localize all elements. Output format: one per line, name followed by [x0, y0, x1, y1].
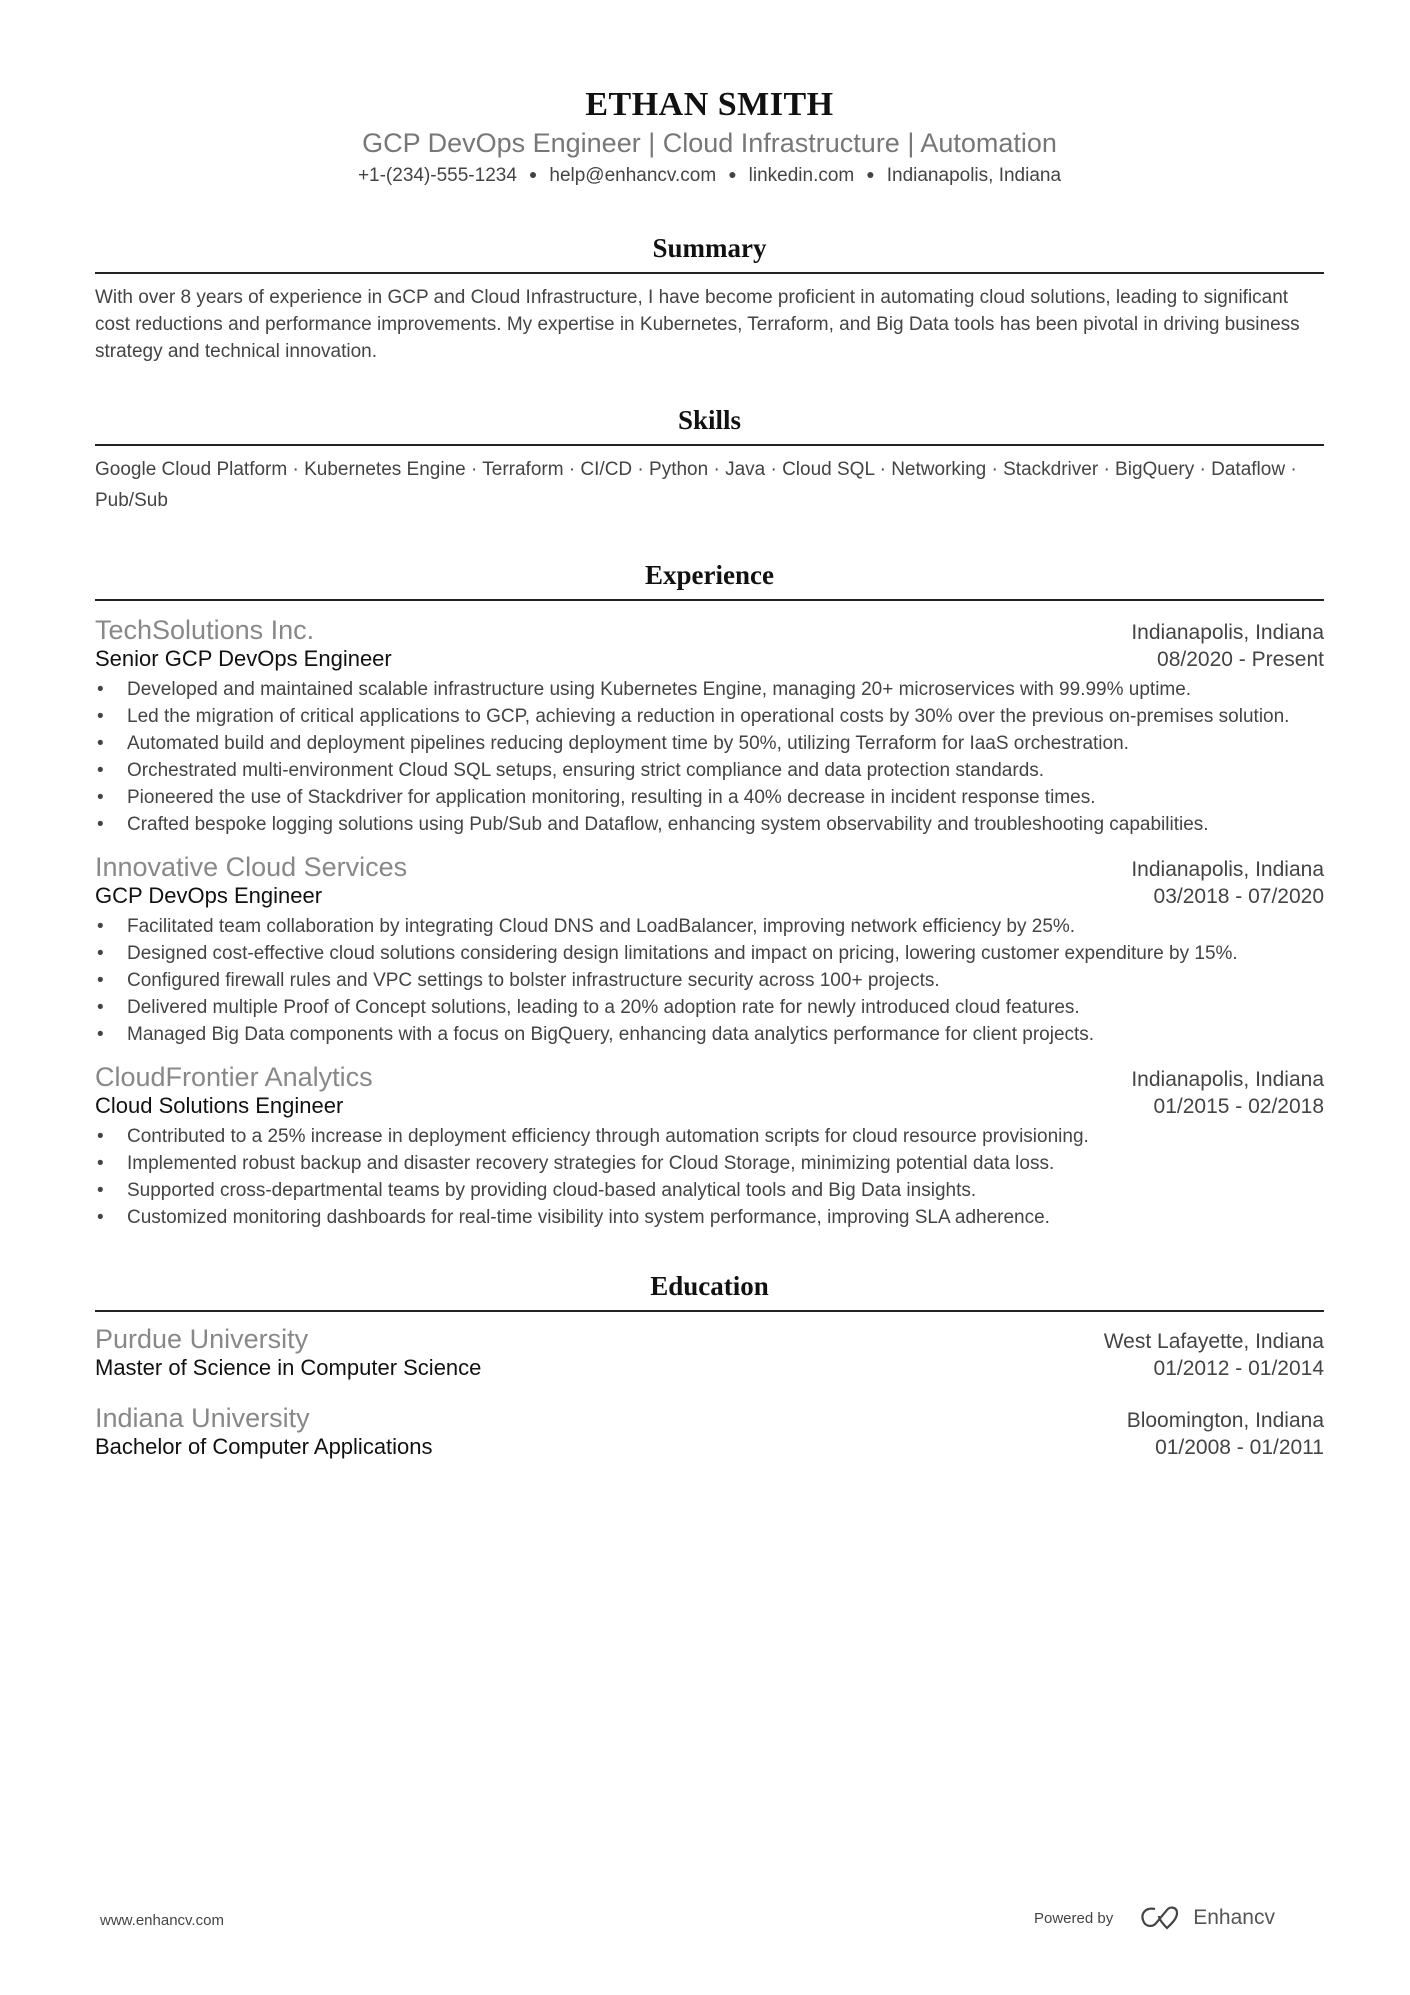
education-entry	[95, 1403, 1324, 1460]
education-section	[95, 1271, 1324, 1460]
job-entry	[95, 615, 1324, 838]
company-name: Innovative Cloud Services	[95, 852, 408, 882]
job-bullets	[95, 1123, 1324, 1231]
job-bullet: • Developed and maintained scalable infrastructure using Kubernetes Engine, managing 20+ microservices with 99.99% uptime.	[95, 676, 1324, 703]
footer-branding	[1034, 1904, 1275, 1932]
candidate-title: GCP DevOps Engineer | Cloud Infrastructure | Automation	[362, 128, 1057, 158]
powered-by-label: Powered by	[1034, 1909, 1114, 1927]
job-bullet: • Managed Big Data components with a focus on BigQuery, enhancing data analytics performance for client projects.	[95, 1021, 1324, 1048]
company-name: CloudFrontier Analytics	[95, 1062, 373, 1092]
job-role: Cloud Solutions Engineer	[95, 1093, 344, 1118]
school-location: Bloomington, Indiana	[1126, 1409, 1324, 1432]
candidate-name: ETHAN SMITH	[585, 86, 834, 123]
linkedin[interactable]: linkedin.com	[748, 165, 855, 186]
job-bullet: • Customized monitoring dashboards for real-time visibility into system performance, improving SLA adherence.	[95, 1204, 1324, 1231]
separator-dot: ●	[866, 166, 875, 182]
job-bullet: • Facilitated team collaboration by integrating Cloud DNS and LoadBalancer, improving network efficiency by 25%.	[95, 913, 1324, 940]
job-bullets	[95, 676, 1324, 838]
summary-section	[95, 233, 1324, 365]
separator-dot: ●	[728, 166, 737, 182]
enhancv-logo-icon	[1139, 1904, 1187, 1932]
job-dates: 01/2015 - 02/2018	[1153, 1095, 1324, 1118]
job-bullet: • Delivered multiple Proof of Concept solutions, leading to a 20% adoption rate for newly introduced cloud features.	[95, 994, 1324, 1021]
resume-page	[95, 0, 1324, 1460]
job-bullet: • Crafted bespoke logging solutions using Pub/Sub and Dataflow, enhancing system observability and troubleshooting capabilities.	[95, 811, 1324, 838]
resume-header	[95, 86, 1324, 187]
job-dates: 03/2018 - 07/2020	[1153, 885, 1324, 908]
section-heading: Summary	[95, 233, 1324, 274]
separator-dot: ●	[528, 166, 538, 182]
skills-text: Google Cloud Platform · Kubernetes Engine · Terraform · CI/CD · Python · Java · Cloud SQL · Networking · Stackdriver · BigQuery · Dataflow · Pub/Sub	[95, 459, 1297, 511]
section-heading: Experience	[95, 560, 1324, 601]
job-bullet: • Pioneered the use of Stackdriver for application monitoring, resulting in a 40% decrease in incident response times.	[95, 784, 1324, 811]
education-entry	[95, 1324, 1324, 1381]
education-dates: 01/2012 - 01/2014	[1153, 1357, 1324, 1380]
degree: Master of Science in Computer Science	[95, 1355, 482, 1380]
job-bullet: • Automated build and deployment pipelines reducing deployment time by 50%, utilizing Terraform for IaaS orchestration.	[95, 730, 1324, 757]
job-location: Indianapolis, Indiana	[1131, 1068, 1324, 1091]
summary-text: With over 8 years of experience in GCP and Cloud Infrastructure, I have become proficient in automating cloud solutions, leading to significant cost reductions and performance improvements. My expertise in Kubernetes, Terraform, and Big Data tools has been pivotal in driving business strategy and technical innovation.	[95, 287, 1300, 362]
job-role: GCP DevOps Engineer	[95, 883, 323, 908]
experience-section	[95, 560, 1324, 1231]
job-entry	[95, 852, 1324, 1048]
job-bullet: • Supported cross-departmental teams by providing cloud-based analytical tools and Big Data insights.	[95, 1177, 1324, 1204]
email[interactable]: help@enhancv.com	[549, 165, 717, 186]
job-bullet: • Designed cost-effective cloud solutions considering design limitations and impact on pricing, lowering customer expenditure by 15%.	[95, 940, 1324, 967]
job-location: Indianapolis, Indiana	[1131, 621, 1324, 644]
education-dates: 01/2008 - 01/2011	[1155, 1436, 1324, 1459]
section-heading: Skills	[95, 405, 1324, 446]
job-bullet: • Orchestrated multi-environment Cloud SQL setups, ensuring strict compliance and data protection standards.	[95, 757, 1324, 784]
job-dates: 08/2020 - Present	[1157, 648, 1324, 671]
school-name: Purdue University	[95, 1324, 309, 1354]
job-bullet: • Contributed to a 25% increase in deployment efficiency through automation scripts for cloud resource provisioning.	[95, 1123, 1324, 1150]
job-bullets	[95, 913, 1324, 1048]
section-heading: Education	[95, 1271, 1324, 1312]
job-location: Indianapolis, Indiana	[1131, 858, 1324, 881]
job-role: Senior GCP DevOps Engineer	[95, 646, 392, 671]
enhancv-brand: Enhancv	[1193, 1906, 1275, 1929]
skills-section	[95, 405, 1324, 516]
footer-website[interactable]: www.enhancv.com	[100, 1912, 224, 1929]
degree: Bachelor of Computer Applications	[95, 1434, 433, 1459]
location: Indianapolis, Indiana	[886, 165, 1062, 186]
job-bullet: • Led the migration of critical applications to GCP, achieving a reduction in operational costs by 30% over the previous on-premises solution.	[95, 703, 1324, 730]
job-bullet: • Configured firewall rules and VPC settings to bolster infrastructure security across 100+ projects.	[95, 967, 1324, 994]
job-bullet: • Implemented robust backup and disaster recovery strategies for Cloud Storage, minimizing potential data loss.	[95, 1150, 1324, 1177]
school-name: Indiana University	[95, 1403, 310, 1433]
school-location: West Lafayette, Indiana	[1103, 1330, 1324, 1353]
phone: +1-(234)-555-1234	[357, 165, 517, 186]
company-name: TechSolutions Inc.	[95, 615, 315, 645]
contact-info	[95, 165, 1324, 187]
job-entry	[95, 1062, 1324, 1231]
